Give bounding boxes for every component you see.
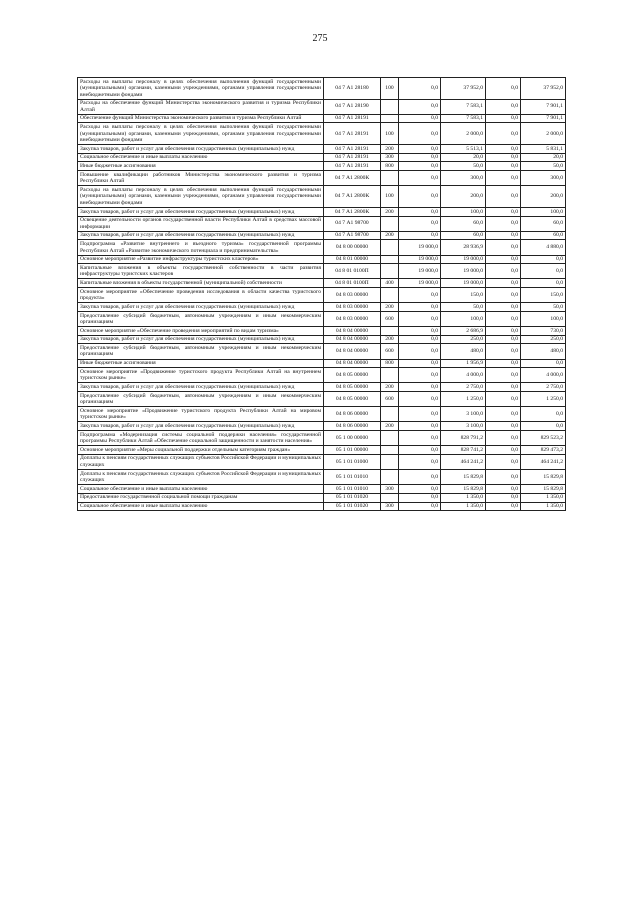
- target-code-cell: 04 7 А1 28180: [324, 78, 381, 100]
- row-name-cell: Закупка товаров, работ и услуг для обеспечения государственных (муниципальных) нужд: [78, 422, 324, 431]
- amount-cell-1: 0,0: [399, 231, 441, 240]
- expense-type-cell: [381, 454, 399, 469]
- table-row: [78, 407, 566, 422]
- expense-type-cell: [381, 240, 399, 255]
- table-row: [78, 454, 566, 469]
- amount-cell-3: 0,0: [486, 255, 521, 264]
- table-row: [78, 288, 566, 303]
- row-name-cell: Основное мероприятие «Обеспечение проведения исследования в области качества туристского продукта»: [78, 288, 324, 303]
- amount-cell-3: 0,0: [486, 288, 521, 303]
- amount-cell-1: 0,0: [399, 359, 441, 368]
- amount-cell-3: 0,0: [486, 114, 521, 123]
- page-number: 275: [312, 33, 328, 44]
- amount-cell-1: 0,0: [399, 288, 441, 303]
- expense-type-cell: [381, 264, 399, 279]
- amount-cell-1: 0,0: [399, 470, 441, 485]
- amount-cell-3: 0,0: [486, 99, 521, 114]
- expense-type-cell: 600: [381, 344, 399, 359]
- table-row: [78, 255, 566, 264]
- target-code-cell: 04 7 А1 98700: [324, 231, 381, 240]
- amount-cell-4: 0,0: [521, 359, 566, 368]
- amount-cell-4: 0,0: [521, 407, 566, 422]
- amount-cell-4: 100,0: [521, 311, 566, 326]
- amount-cell-1: 0,0: [399, 303, 441, 312]
- row-name-cell: Расходы на выплаты персоналу в целях обеспечения выполнения функций государственными (муниципальными) органами, казенными учреждениями, органами управления государственными внебюджетными фондами: [78, 123, 324, 145]
- table-row: [78, 78, 566, 100]
- table-row: [78, 207, 566, 216]
- amount-cell-4: 37 952,0: [521, 78, 566, 100]
- amount-cell-4: 200,0: [521, 186, 566, 208]
- row-name-cell: Иные бюджетные ассигнования: [78, 162, 324, 171]
- expense-type-cell: 200: [381, 207, 399, 216]
- target-code-cell: 04 8 01 0100П: [324, 264, 381, 279]
- amount-cell-2: 828 791,2: [441, 431, 486, 446]
- amount-cell-4: 15 829,8: [521, 485, 566, 494]
- amount-cell-2: 7 583,1: [441, 99, 486, 114]
- expense-type-cell: [381, 216, 399, 231]
- amount-cell-3: 0,0: [486, 383, 521, 392]
- amount-cell-3: 0,0: [486, 493, 521, 502]
- amount-cell-2: 480,0: [441, 344, 486, 359]
- table-row: [78, 446, 566, 455]
- expense-type-cell: 200: [381, 383, 399, 392]
- amount-cell-2: 19 000,0: [441, 255, 486, 264]
- amount-cell-4: 5 831,1: [521, 145, 566, 154]
- expense-type-cell: [381, 431, 399, 446]
- amount-cell-1: 0,0: [399, 383, 441, 392]
- row-name-cell: Доплаты к пенсиям государственных служащих субъектов Российской Федерации и муниципальных служащих: [78, 470, 324, 485]
- expense-type-cell: [381, 327, 399, 336]
- amount-cell-4: 829 473,2: [521, 446, 566, 455]
- amount-cell-2: 7 583,1: [441, 114, 486, 123]
- row-name-cell: Основное мероприятие «Продвижение туристского продукта Республики Алтай на внутреннем туристском рынке»: [78, 368, 324, 383]
- amount-cell-2: 50,0: [441, 303, 486, 312]
- amount-cell-4: 0,0: [521, 255, 566, 264]
- row-name-cell: Закупка товаров, работ и услуг для обеспечения государственных (муниципальных) нужд: [78, 383, 324, 392]
- table-row: [78, 431, 566, 446]
- amount-cell-4: 7 901,1: [521, 114, 566, 123]
- target-code-cell: 04 8 05 00000: [324, 392, 381, 407]
- target-code-cell: 04 8 03 00000: [324, 288, 381, 303]
- table-row: [78, 162, 566, 171]
- expense-type-cell: 800: [381, 359, 399, 368]
- budget-table: [77, 77, 566, 511]
- table-row: [78, 145, 566, 154]
- row-name-cell: Расходы на выплаты персоналу в целях обеспечения выполнения функций государственными (муниципальными) органами, казенными учреждениями, органами управления государственными внебюджетными фондами: [78, 78, 324, 100]
- amount-cell-4: 7 901,1: [521, 99, 566, 114]
- expense-type-cell: 300: [381, 153, 399, 162]
- expense-type-cell: 200: [381, 335, 399, 344]
- row-name-cell: Основное мероприятие «Продвижение туристского продукта Республики Алтай на мировом туристском рынке»: [78, 407, 324, 422]
- amount-cell-2: 464 241,2: [441, 454, 486, 469]
- amount-cell-3: 0,0: [486, 335, 521, 344]
- amount-cell-3: 0,0: [486, 407, 521, 422]
- amount-cell-4: 20,0: [521, 153, 566, 162]
- table-row: [78, 216, 566, 231]
- target-code-cell: 04 8 04 00000: [324, 327, 381, 336]
- expense-type-cell: 600: [381, 392, 399, 407]
- amount-cell-4: 2 000,0: [521, 123, 566, 145]
- amount-cell-1: 19 000,0: [399, 240, 441, 255]
- expense-type-cell: 200: [381, 145, 399, 154]
- expense-type-cell: [381, 470, 399, 485]
- amount-cell-4: 480,0: [521, 344, 566, 359]
- amount-cell-3: 0,0: [486, 446, 521, 455]
- amount-cell-3: 0,0: [486, 171, 521, 186]
- amount-cell-3: 0,0: [486, 392, 521, 407]
- table-row: [78, 383, 566, 392]
- expense-type-cell: [381, 288, 399, 303]
- amount-cell-3: 0,0: [486, 431, 521, 446]
- amount-cell-2: 15 829,8: [441, 485, 486, 494]
- amount-cell-2: 250,0: [441, 335, 486, 344]
- amount-cell-2: 300,0: [441, 171, 486, 186]
- amount-cell-2: 2 000,0: [441, 123, 486, 145]
- amount-cell-2: 4 000,0: [441, 368, 486, 383]
- target-code-cell: 04 7 А1 28191: [324, 153, 381, 162]
- row-name-cell: Закупка товаров, работ и услуг для обеспечения государственных (муниципальных) нужд: [78, 335, 324, 344]
- amount-cell-2: 19 000,0: [441, 279, 486, 288]
- amount-cell-4: 1 350,0: [521, 493, 566, 502]
- row-name-cell: Закупка товаров, работ и услуг для обеспечения государственных (муниципальных) нужд: [78, 303, 324, 312]
- amount-cell-1: 0,0: [399, 485, 441, 494]
- row-name-cell: Социальное обеспечение и иные выплаты населению: [78, 502, 324, 511]
- target-code-cell: 05 1 01 01020: [324, 493, 381, 502]
- target-code-cell: 04 8 00 00000: [324, 240, 381, 255]
- row-name-cell: Основное мероприятие «Развитие инфраструктуры туристских кластеров»: [78, 255, 324, 264]
- amount-cell-4: 60,0: [521, 216, 566, 231]
- amount-cell-3: 0,0: [486, 153, 521, 162]
- expense-type-cell: 400: [381, 279, 399, 288]
- table-row: [78, 153, 566, 162]
- row-name-cell: Подпрограмма «Развитие внутреннего и въездного туризма» государственной программы Республики Алтай «Развитие экономического потенциала и предпринимательства»: [78, 240, 324, 255]
- amount-cell-4: 60,0: [521, 231, 566, 240]
- amount-cell-1: 0,0: [399, 392, 441, 407]
- amount-cell-1: 0,0: [399, 145, 441, 154]
- expense-type-cell: 100: [381, 78, 399, 100]
- amount-cell-4: 829 523,2: [521, 431, 566, 446]
- row-name-cell: Подпрограмма «Модернизация системы социальной поддержки населения» государственной программы Республики Алтай «Обеспечение социальной защищенности и занятости населения»: [78, 431, 324, 446]
- expense-type-cell: [381, 99, 399, 114]
- table-row: [78, 327, 566, 336]
- table-body: [78, 78, 566, 511]
- target-code-cell: 05 1 00 00000: [324, 431, 381, 446]
- amount-cell-2: 37 952,0: [441, 78, 486, 100]
- target-code-cell: 04 7 А1 2800К: [324, 171, 381, 186]
- amount-cell-1: 19 000,0: [399, 264, 441, 279]
- amount-cell-3: 0,0: [486, 470, 521, 485]
- amount-cell-2: 3 100,0: [441, 422, 486, 431]
- amount-cell-1: 0,0: [399, 454, 441, 469]
- amount-cell-2: 1 250,0: [441, 392, 486, 407]
- target-code-cell: 04 8 05 00000: [324, 383, 381, 392]
- amount-cell-1: 0,0: [399, 344, 441, 359]
- amount-cell-4: 464 241,2: [521, 454, 566, 469]
- row-name-cell: Расходы на выплаты персоналу в целях обеспечения выполнения функций государственными (муниципальными) органами, казенными учреждениями, органами управления государственными внебюджетными фондами: [78, 186, 324, 208]
- amount-cell-1: 0,0: [399, 368, 441, 383]
- amount-cell-1: 0,0: [399, 123, 441, 145]
- row-name-cell: Освещение деятельности органов государственной власти Республики Алтай в средствах массовой информации: [78, 216, 324, 231]
- target-code-cell: 05 1 01 01020: [324, 502, 381, 511]
- amount-cell-3: 0,0: [486, 279, 521, 288]
- expense-type-cell: [381, 446, 399, 455]
- amount-cell-3: 0,0: [486, 216, 521, 231]
- amount-cell-2: 2 686,9: [441, 327, 486, 336]
- row-name-cell: Капитальные вложения в объекты государственной собственности в части развития инфраструктуры туристских кластеров: [78, 264, 324, 279]
- amount-cell-2: 15 829,8: [441, 470, 486, 485]
- row-name-cell: Социальное обеспечение и иные выплаты населению: [78, 153, 324, 162]
- amount-cell-4: 0,0: [521, 422, 566, 431]
- amount-cell-1: 0,0: [399, 114, 441, 123]
- amount-cell-1: 0,0: [399, 407, 441, 422]
- row-name-cell: Доплаты к пенсиям государственных служащих субъектов Российской Федерации и муниципальных служащих: [78, 454, 324, 469]
- amount-cell-4: 0,0: [521, 279, 566, 288]
- amount-cell-3: 0,0: [486, 78, 521, 100]
- row-name-cell: Иные бюджетные ассигнования: [78, 359, 324, 368]
- target-code-cell: 04 8 06 00000: [324, 407, 381, 422]
- expense-type-cell: 600: [381, 311, 399, 326]
- amount-cell-4: 250,0: [521, 335, 566, 344]
- amount-cell-3: 0,0: [486, 303, 521, 312]
- amount-cell-1: 19 000,0: [399, 255, 441, 264]
- expense-type-cell: 200: [381, 422, 399, 431]
- amount-cell-4: 100,0: [521, 207, 566, 216]
- amount-cell-4: 300,0: [521, 171, 566, 186]
- amount-cell-3: 0,0: [486, 344, 521, 359]
- table-row: [78, 470, 566, 485]
- expense-type-cell: 200: [381, 231, 399, 240]
- amount-cell-2: 1 956,9: [441, 359, 486, 368]
- expense-type-cell: [381, 407, 399, 422]
- table-row: [78, 99, 566, 114]
- amount-cell-3: 0,0: [486, 231, 521, 240]
- amount-cell-2: 1 350,0: [441, 493, 486, 502]
- expense-type-cell: 100: [381, 123, 399, 145]
- amount-cell-4: 2 750,0: [521, 383, 566, 392]
- row-name-cell: Повышение квалификации работников Министерства экономического развития и туризма Республики Алтай: [78, 171, 324, 186]
- amount-cell-3: 0,0: [486, 368, 521, 383]
- row-name-cell: Основное мероприятие «Меры социальной поддержки отдельным категориям граждан»: [78, 446, 324, 455]
- table-row: [78, 240, 566, 255]
- amount-cell-2: 150,0: [441, 288, 486, 303]
- amount-cell-4: 730,0: [521, 327, 566, 336]
- amount-cell-1: 0,0: [399, 422, 441, 431]
- amount-cell-3: 0,0: [486, 454, 521, 469]
- amount-cell-2: 200,0: [441, 186, 486, 208]
- target-code-cell: 04 8 04 00000: [324, 344, 381, 359]
- row-name-cell: Предоставление субсидий бюджетным, автономным учреждениям и иным некоммерческим организациям: [78, 392, 324, 407]
- target-code-cell: 05 1 01 01010: [324, 485, 381, 494]
- row-name-cell: Предоставление государственной социальной помощи гражданам: [78, 493, 324, 502]
- expense-type-cell: [381, 171, 399, 186]
- amount-cell-2: 5 513,1: [441, 145, 486, 154]
- table-row: [78, 279, 566, 288]
- amount-cell-4: 1 250,0: [521, 392, 566, 407]
- target-code-cell: 04 8 01 00000: [324, 255, 381, 264]
- table-row: [78, 171, 566, 186]
- target-code-cell: 04 8 03 00000: [324, 303, 381, 312]
- row-name-cell: Основное мероприятие «Обеспечение проведения мероприятий по видам туризма»: [78, 327, 324, 336]
- table-row: [78, 114, 566, 123]
- expense-type-cell: 800: [381, 162, 399, 171]
- expense-type-cell: 200: [381, 303, 399, 312]
- amount-cell-3: 0,0: [486, 162, 521, 171]
- amount-cell-4: 150,0: [521, 288, 566, 303]
- amount-cell-1: 0,0: [399, 493, 441, 502]
- amount-cell-2: 19 000,0: [441, 264, 486, 279]
- table-row: [78, 303, 566, 312]
- target-code-cell: 05 1 01 00000: [324, 446, 381, 455]
- amount-cell-1: 19 000,0: [399, 279, 441, 288]
- amount-cell-2: 2 750,0: [441, 383, 486, 392]
- target-code-cell: 04 7 А1 28191: [324, 145, 381, 154]
- table-row: [78, 344, 566, 359]
- amount-cell-1: 0,0: [399, 327, 441, 336]
- amount-cell-4: 50,0: [521, 303, 566, 312]
- amount-cell-3: 0,0: [486, 207, 521, 216]
- amount-cell-2: 28 936,9: [441, 240, 486, 255]
- table-row: [78, 123, 566, 145]
- amount-cell-3: 0,0: [486, 359, 521, 368]
- row-name-cell: Обеспечение функций Министерства экономического развития и туризма Республики Алтай: [78, 114, 324, 123]
- amount-cell-3: 0,0: [486, 485, 521, 494]
- amount-cell-2: 60,0: [441, 231, 486, 240]
- row-name-cell: Социальное обеспечение и иные выплаты населению: [78, 485, 324, 494]
- table-row: [78, 359, 566, 368]
- expense-type-cell: 300: [381, 485, 399, 494]
- amount-cell-3: 0,0: [486, 264, 521, 279]
- table-row: [78, 335, 566, 344]
- target-code-cell: 04 7 А1 2800К: [324, 207, 381, 216]
- target-code-cell: 04 8 01 0100П: [324, 279, 381, 288]
- amount-cell-2: 20,0: [441, 153, 486, 162]
- target-code-cell: 04 7 А1 2800К: [324, 186, 381, 208]
- amount-cell-2: 1 350,0: [441, 502, 486, 511]
- amount-cell-3: 0,0: [486, 186, 521, 208]
- amount-cell-2: 50,0: [441, 162, 486, 171]
- expense-type-cell: [381, 114, 399, 123]
- amount-cell-1: 0,0: [399, 502, 441, 511]
- amount-cell-3: 0,0: [486, 422, 521, 431]
- target-code-cell: 04 8 03 00000: [324, 311, 381, 326]
- amount-cell-3: 0,0: [486, 240, 521, 255]
- target-code-cell: 05 1 01 01010: [324, 470, 381, 485]
- amount-cell-1: 0,0: [399, 207, 441, 216]
- table-row: [78, 422, 566, 431]
- amount-cell-3: 0,0: [486, 145, 521, 154]
- table-row: [78, 311, 566, 326]
- target-code-cell: 04 7 А1 28191: [324, 114, 381, 123]
- amount-cell-1: 0,0: [399, 153, 441, 162]
- amount-cell-4: 4 000,0: [521, 368, 566, 383]
- amount-cell-2: 60,0: [441, 216, 486, 231]
- table-row: [78, 231, 566, 240]
- target-code-cell: 04 7 А1 28191: [324, 162, 381, 171]
- row-name-cell: Предоставление субсидий бюджетным, автономным учреждениям и иным некоммерческим организациям: [78, 311, 324, 326]
- amount-cell-4: 0,0: [521, 264, 566, 279]
- amount-cell-1: 0,0: [399, 335, 441, 344]
- amount-cell-1: 0,0: [399, 446, 441, 455]
- amount-cell-2: 100,0: [441, 207, 486, 216]
- expense-type-cell: 100: [381, 186, 399, 208]
- amount-cell-1: 0,0: [399, 171, 441, 186]
- amount-cell-3: 0,0: [486, 123, 521, 145]
- amount-cell-2: 3 100,0: [441, 407, 486, 422]
- target-code-cell: 05 1 01 01000: [324, 454, 381, 469]
- expense-type-cell: [381, 493, 399, 502]
- expense-type-cell: [381, 255, 399, 264]
- table-row: [78, 493, 566, 502]
- row-name-cell: Капитальные вложения в объекты государственной (муниципальной) собственности: [78, 279, 324, 288]
- row-name-cell: Расходы на обеспечение функций Министерства экономического развития и туризма Республики Алтай: [78, 99, 324, 114]
- table-row: [78, 186, 566, 208]
- table-row: [78, 368, 566, 383]
- expense-type-cell: 300: [381, 502, 399, 511]
- table-row: [78, 502, 566, 511]
- target-code-cell: 04 8 04 00000: [324, 359, 381, 368]
- amount-cell-1: 0,0: [399, 99, 441, 114]
- row-name-cell: Закупка товаров, работ и услуг для обеспечения государственных (муниципальных) нужд: [78, 145, 324, 154]
- amount-cell-4: 50,0: [521, 162, 566, 171]
- row-name-cell: Закупка товаров, работ и услуг для обеспечения государственных (муниципальных) нужд: [78, 207, 324, 216]
- table-row: [78, 264, 566, 279]
- amount-cell-2: 100,0: [441, 311, 486, 326]
- expense-type-cell: [381, 368, 399, 383]
- amount-cell-1: 0,0: [399, 162, 441, 171]
- amount-cell-4: 15 829,8: [521, 470, 566, 485]
- target-code-cell: 04 7 А1 28191: [324, 123, 381, 145]
- target-code-cell: 04 8 04 00000: [324, 335, 381, 344]
- amount-cell-2: 828 741,2: [441, 446, 486, 455]
- row-name-cell: Закупка товаров, работ и услуг для обеспечения государственных (муниципальных) нужд: [78, 231, 324, 240]
- amount-cell-4: 1 350,0: [521, 502, 566, 511]
- amount-cell-4: 4 880,0: [521, 240, 566, 255]
- table-row: [78, 392, 566, 407]
- amount-cell-3: 0,0: [486, 327, 521, 336]
- target-code-cell: 04 7 А1 98700: [324, 216, 381, 231]
- amount-cell-1: 0,0: [399, 311, 441, 326]
- amount-cell-3: 0,0: [486, 311, 521, 326]
- amount-cell-1: 0,0: [399, 216, 441, 231]
- target-code-cell: 04 7 А1 28190: [324, 99, 381, 114]
- amount-cell-1: 0,0: [399, 431, 441, 446]
- amount-cell-1: 0,0: [399, 186, 441, 208]
- target-code-cell: 04 8 06 00000: [324, 422, 381, 431]
- target-code-cell: 04 8 05 00000: [324, 368, 381, 383]
- table-row: [78, 485, 566, 494]
- row-name-cell: Предоставление субсидий бюджетным, автономным учреждениям и иным некоммерческим организациям: [78, 344, 324, 359]
- amount-cell-1: 0,0: [399, 78, 441, 100]
- amount-cell-3: 0,0: [486, 502, 521, 511]
